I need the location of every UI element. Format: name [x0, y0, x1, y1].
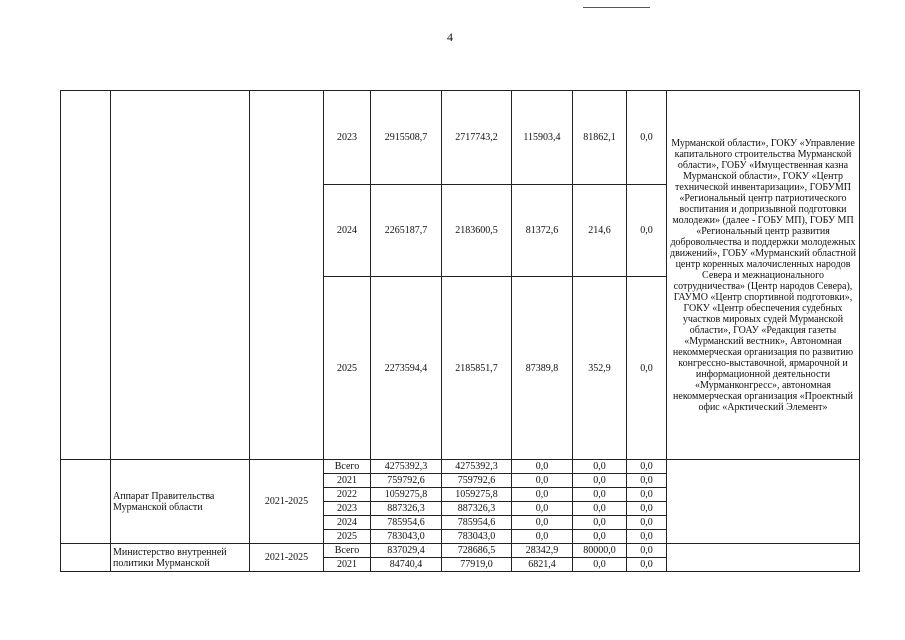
value-cell: 0,0 — [627, 91, 667, 185]
value-cell: 887326,3 — [442, 502, 512, 516]
value-cell: 81862,1 — [573, 91, 627, 185]
value-cell: 759792,6 — [442, 474, 512, 488]
year-cell: 2024 — [324, 185, 371, 277]
total-cell: 887326,3 — [371, 502, 442, 516]
value-cell: 0,0 — [573, 516, 627, 530]
value-cell: 0,0 — [573, 502, 627, 516]
value-cell: 115903,4 — [512, 91, 573, 185]
value-cell: 81372,6 — [512, 185, 573, 277]
value-cell: 0,0 — [627, 502, 667, 516]
year-cell: 2022 — [324, 488, 371, 502]
budget-table — [60, 90, 860, 572]
year-cell: Всего — [324, 544, 371, 558]
org-name: Министерство внутренней политики Мурманской — [111, 544, 250, 572]
year-cell: 2023 — [324, 91, 371, 185]
year-cell: Всего — [324, 460, 371, 474]
value-cell: 0,0 — [512, 474, 573, 488]
value-cell: 0,0 — [573, 558, 627, 572]
cell-blank — [250, 91, 324, 460]
value-cell: 0,0 — [573, 530, 627, 544]
value-cell: 214,6 — [573, 185, 627, 277]
cell-blank — [61, 544, 111, 572]
value-cell: 80000,0 — [573, 544, 627, 558]
value-cell: 0,0 — [512, 502, 573, 516]
page-number: 4 — [447, 30, 453, 44]
value-cell: 785954,6 — [442, 516, 512, 530]
value-cell: 783043,0 — [442, 530, 512, 544]
value-cell: 0,0 — [512, 488, 573, 502]
table-row — [61, 91, 860, 185]
value-cell: 0,0 — [512, 460, 573, 474]
value-cell: 2185851,7 — [442, 277, 512, 460]
value-cell: 0,0 — [627, 544, 667, 558]
value-cell: 2717743,2 — [442, 91, 512, 185]
value-cell: 28342,9 — [512, 544, 573, 558]
period-cell: 2021-2025 — [250, 544, 324, 572]
value-cell: 352,9 — [573, 277, 627, 460]
year-cell: 2021 — [324, 474, 371, 488]
year-cell: 2024 — [324, 516, 371, 530]
total-cell: 2273594,4 — [371, 277, 442, 460]
value-cell: 2183600,5 — [442, 185, 512, 277]
table-row — [61, 544, 860, 558]
value-cell: 0,0 — [627, 558, 667, 572]
total-cell: 4275392,3 — [371, 460, 442, 474]
total-cell: 783043,0 — [371, 530, 442, 544]
value-cell: 0,0 — [573, 460, 627, 474]
value-cell: 4275392,3 — [442, 460, 512, 474]
table-row — [61, 460, 860, 474]
value-cell: 0,0 — [512, 516, 573, 530]
value-cell: 0,0 — [627, 185, 667, 277]
top-rule — [583, 7, 650, 8]
executors-description: Мурманской области», ГОКУ «Управление капитального строительства Мурманской области», ГОБУ «Имущественная казна Мурманской области», ГОКУ «Центр технической инвентаризации», ГОБУМП «Региональный центр патриотического воспитания и допризывной подготовки молодежи» (далее - ГОБУ МП), ГОБУ МП «Региональный центр развития добровольчества и поддержки молодежных движений», ГОБУ «Мурманский областной центр коренных малочисленных народов Севера и межнационального сотрудничества» (Центр народов Севера), ГАУМО «Центр спортивной подготовки», ГОКУ «Центр обеспечения судебных участков мировых судей Мурманской области», ГОАУ «Редакция газеты «Мурманский вестник», Автономная некоммерческая организация по развитию конгрессно-выставочной, ярмарочной и информационной деятельности «Мурманконгресс», автономная некоммерческая организация «Проектный офис «Арктический Элемент» — [667, 91, 860, 460]
cell-blank — [61, 460, 111, 544]
value-cell: 0,0 — [512, 530, 573, 544]
value-cell: 0,0 — [627, 530, 667, 544]
value-cell: 87389,8 — [512, 277, 573, 460]
year-cell: 2021 — [324, 558, 371, 572]
value-cell: 0,0 — [627, 277, 667, 460]
value-cell: 0,0 — [627, 488, 667, 502]
total-cell: 837029,4 — [371, 544, 442, 558]
total-cell: 2915508,7 — [371, 91, 442, 185]
org-name: Аппарат Правительства Мурманской области — [111, 460, 250, 544]
total-cell: 785954,6 — [371, 516, 442, 530]
year-cell: 2023 — [324, 502, 371, 516]
value-cell: 0,0 — [627, 474, 667, 488]
year-cell: 2025 — [324, 277, 371, 460]
total-cell: 2265187,7 — [371, 185, 442, 277]
value-cell: 0,0 — [627, 516, 667, 530]
value-cell: 0,0 — [573, 474, 627, 488]
cell-blank — [61, 91, 111, 460]
year-cell: 2025 — [324, 530, 371, 544]
cell-blank — [111, 91, 250, 460]
cell-blank — [667, 544, 860, 572]
total-cell: 1059275,8 — [371, 488, 442, 502]
value-cell: 0,0 — [627, 460, 667, 474]
value-cell: 1059275,8 — [442, 488, 512, 502]
value-cell: 6821,4 — [512, 558, 573, 572]
value-cell: 0,0 — [573, 488, 627, 502]
period-cell: 2021-2025 — [250, 460, 324, 544]
value-cell: 728686,5 — [442, 544, 512, 558]
value-cell: 77919,0 — [442, 558, 512, 572]
cell-blank — [667, 460, 860, 544]
total-cell: 84740,4 — [371, 558, 442, 572]
total-cell: 759792,6 — [371, 474, 442, 488]
